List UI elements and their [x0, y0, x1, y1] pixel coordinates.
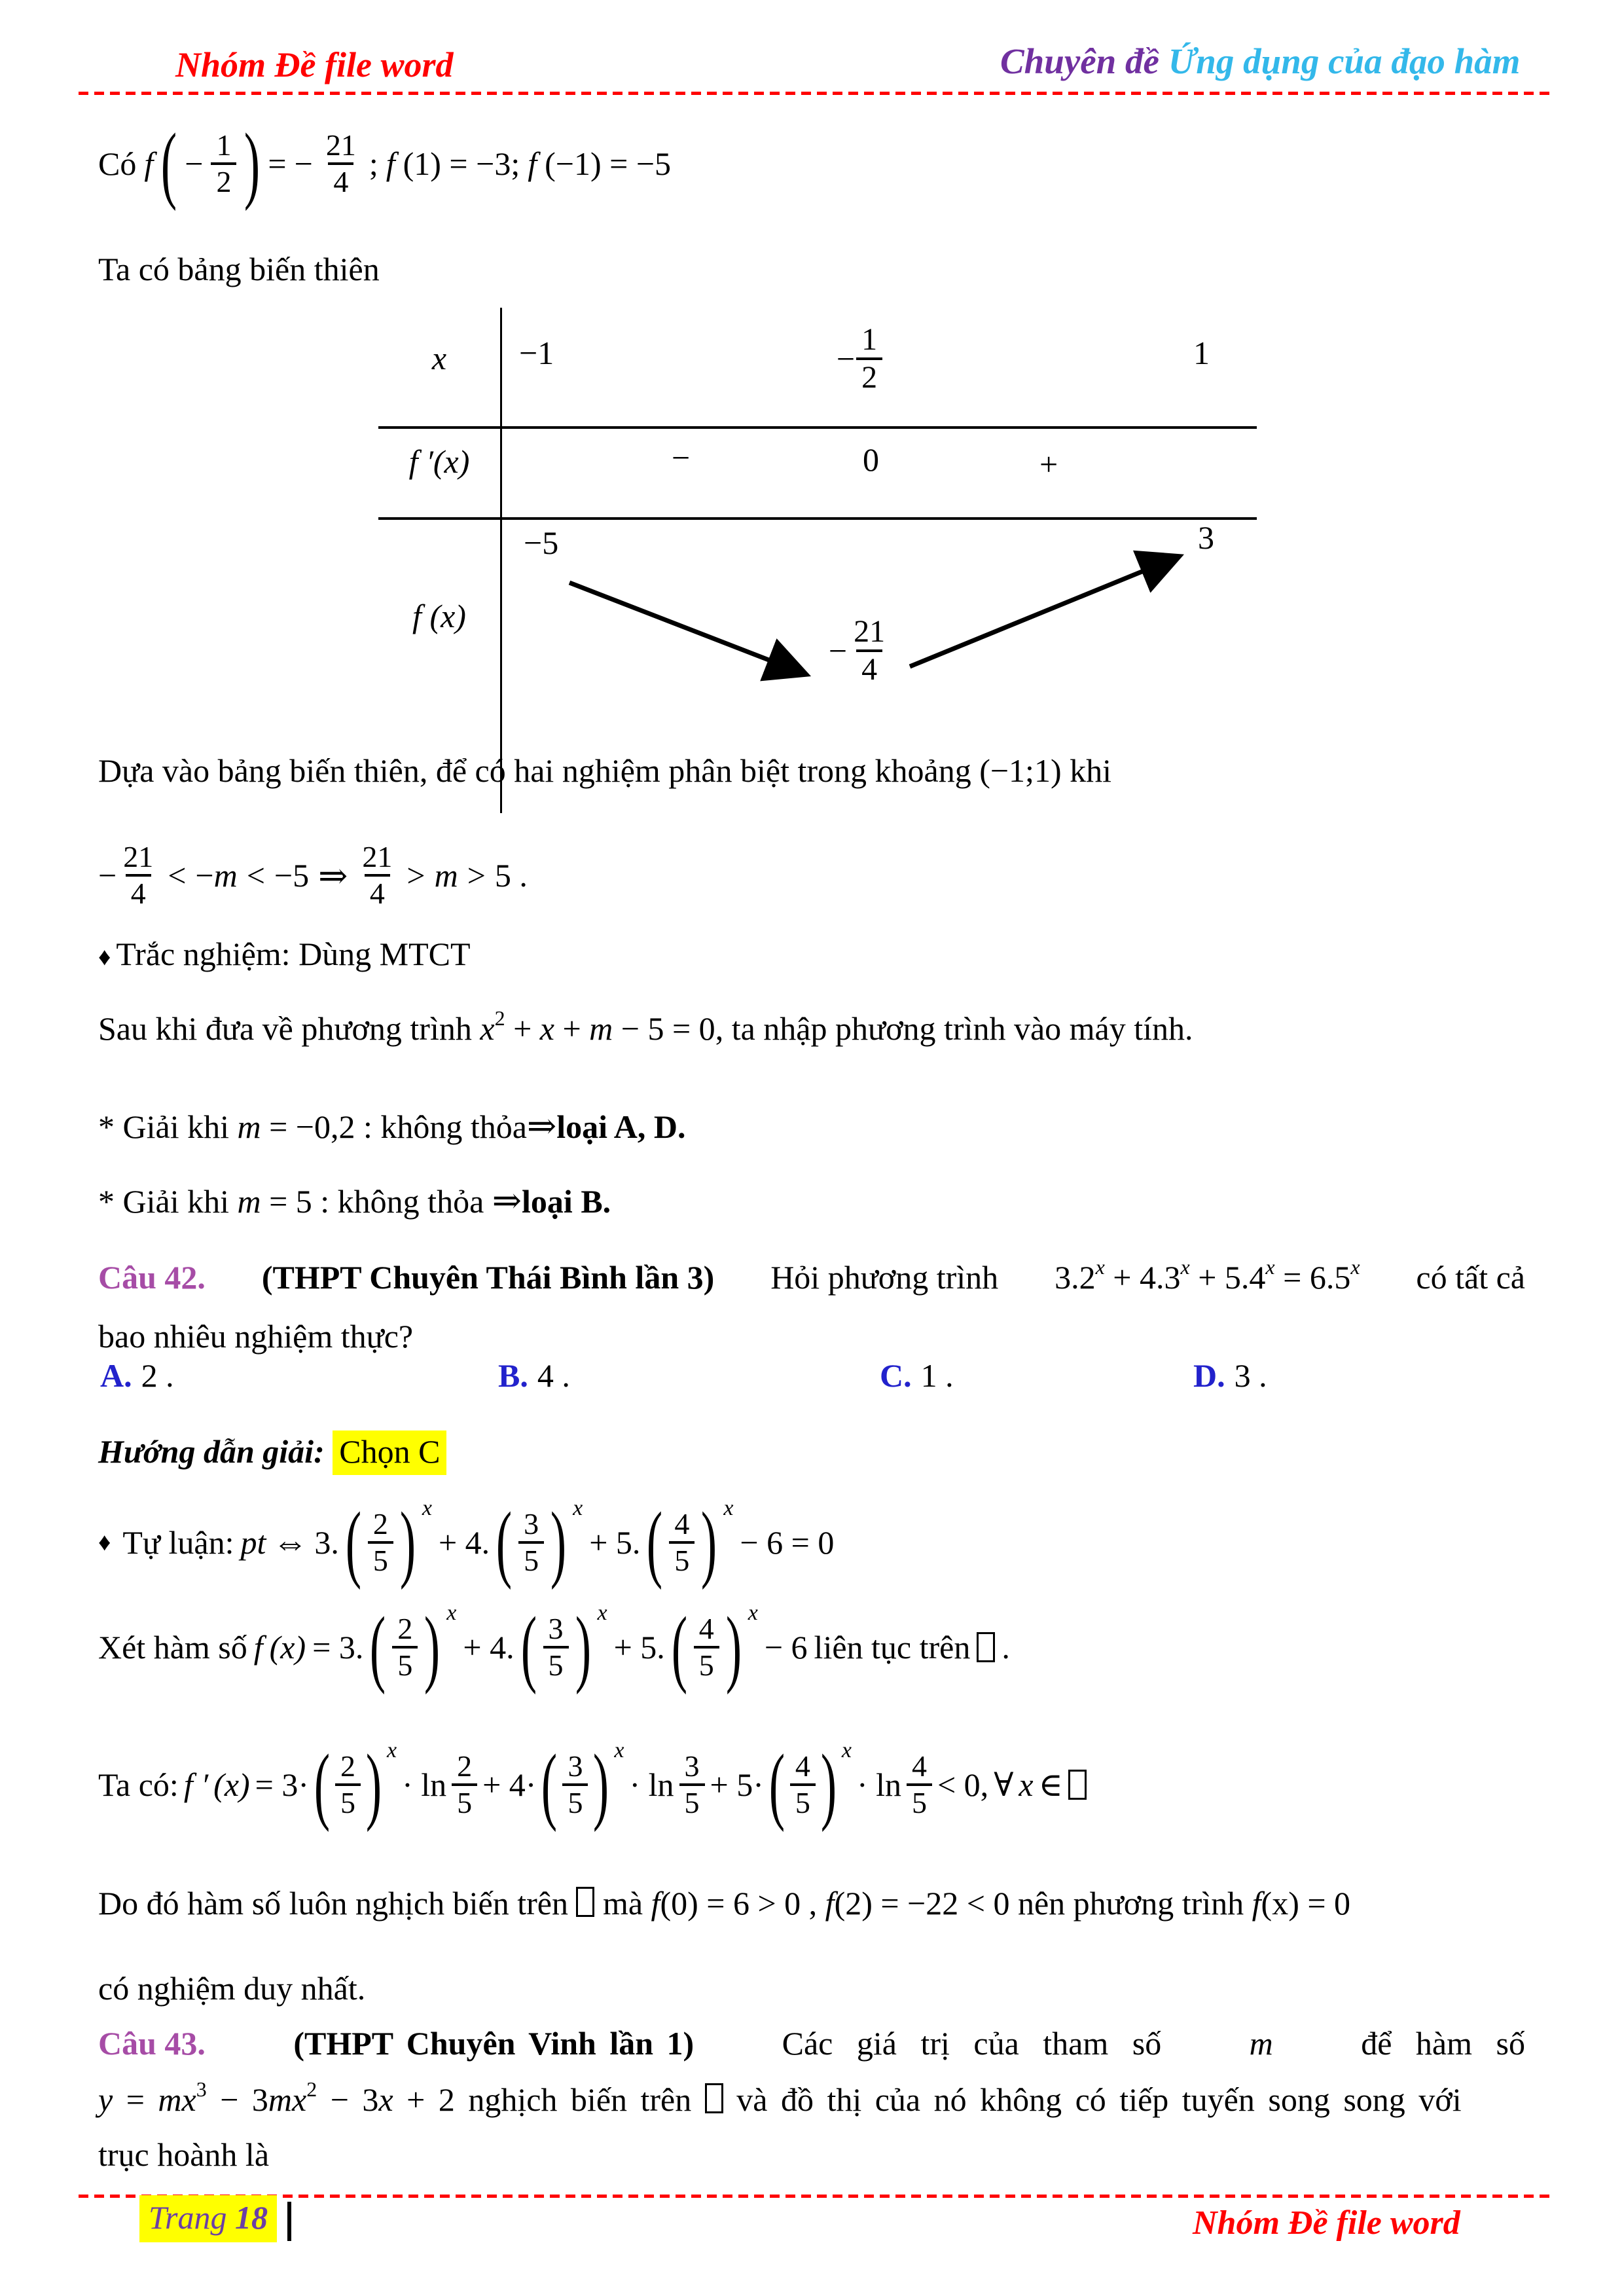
term: + 2 — [393, 2081, 469, 2118]
fraction-2-5 — [392, 1612, 418, 1682]
less-than: < — [168, 857, 187, 894]
question-source: (THPT Chuyên Vinh lần 1) — [293, 2025, 695, 2062]
f-value-left-top: −5 — [524, 524, 559, 561]
question-tail: có tất cả — [1416, 1259, 1525, 1296]
element-of-symbol: ∈ — [1038, 1766, 1063, 1803]
fraction-denominator: 5 — [518, 1541, 544, 1578]
ln-operator: · ln — [402, 1766, 447, 1803]
text: và đồ thị của nó không có tiếp tuyến song song với — [723, 2081, 1462, 2118]
fraction-4-5 — [669, 1507, 695, 1577]
equals-sign: = — [113, 2081, 158, 2118]
f-symbol: f — [651, 1885, 660, 1922]
x-variable: x — [480, 1010, 495, 1047]
header-topic-name: Ứng dụng của đạo hàm — [1168, 41, 1521, 81]
exponent-x: x — [1095, 1255, 1105, 1279]
text: Trắc nghiệm: Dùng MTCT — [116, 936, 471, 972]
do-do-line2: có nghiệm duy nhất. — [98, 1970, 366, 2007]
inequality-line — [98, 826, 528, 924]
equation-tail: − 6 — [764, 1628, 808, 1666]
header-divider-line — [79, 92, 1550, 95]
text: nên phương trình — [1009, 1885, 1252, 1922]
fprime-zero: 0 — [863, 441, 879, 478]
x-variable: x — [539, 1010, 554, 1047]
open-paren: ( — [647, 1493, 663, 1590]
minus-sign: − — [195, 857, 214, 894]
open-paren: ( — [314, 1736, 331, 1832]
option-B — [498, 1357, 570, 1394]
loai-bold: loại B. — [522, 1183, 611, 1220]
close-paren: ) — [820, 1736, 837, 1832]
option-value: 3 . — [1234, 1357, 1267, 1394]
value: (x) = 0 — [1261, 1885, 1351, 1922]
xet-ham-so-line — [98, 1596, 1010, 1698]
exponent-x: x — [597, 1600, 607, 1625]
option-letter: D. — [1193, 1357, 1225, 1394]
text: , ta nhập phương trình vào máy tính. — [715, 1010, 1193, 1047]
fraction-denominator: 4 — [365, 874, 390, 911]
term: 4.3 — [1140, 1259, 1181, 1296]
f-symbol: f — [386, 145, 395, 182]
question-lead: Hỏi phương trình — [770, 1259, 999, 1296]
intro-formula — [98, 115, 671, 213]
pt-symbol: pt — [240, 1523, 266, 1561]
exponent-x: x — [386, 1738, 397, 1762]
f-symbol: f — [144, 145, 154, 182]
term: − 3 — [317, 2081, 379, 2118]
ln-operator: · ln — [856, 1766, 901, 1803]
fraction-numerator: 3 — [548, 1611, 564, 1645]
exponent-x: x — [748, 1600, 758, 1625]
arrow-increasing — [910, 558, 1176, 666]
x-value-left: −1 — [519, 335, 554, 371]
open-paren: ( — [345, 1493, 361, 1590]
text: liên tục trên — [814, 1628, 971, 1666]
fraction-denominator: 5 — [392, 1646, 418, 1683]
question-43-line1 — [98, 2024, 1525, 2062]
fraction-denominator: 5 — [335, 1783, 361, 1820]
coefficient: + 4. — [463, 1628, 514, 1666]
y-variable: y — [98, 2081, 113, 2118]
equals-sign: = — [268, 145, 287, 182]
open-paren: ( — [520, 1598, 537, 1695]
giai-line-1 — [98, 1105, 685, 1146]
exponent-2: 2 — [306, 2077, 317, 2101]
m-variable: m — [589, 1010, 613, 1047]
coefficient: + 5· — [710, 1766, 764, 1803]
option-value: 4 . — [537, 1357, 570, 1394]
greater-than: > — [406, 857, 425, 894]
giai-line-2 — [98, 1180, 611, 1221]
term: − 3 — [206, 2081, 268, 2118]
header-left-brand: Nhóm Đề file word — [175, 45, 454, 84]
exponent-2: 2 — [494, 1006, 505, 1030]
option-A — [100, 1357, 174, 1394]
equals-sign: = — [1283, 1259, 1302, 1296]
implies-arrow: ⇒ — [318, 856, 348, 896]
f-symbol: f — [1252, 1885, 1261, 1922]
term: 3.2 — [1055, 1259, 1096, 1296]
text: khi — [1061, 752, 1111, 789]
option-D — [1193, 1357, 1267, 1394]
m-variable: m — [237, 1108, 261, 1145]
arrow-decreasing — [569, 583, 803, 673]
solution-guide-line — [98, 1432, 446, 1470]
text: Dựa vào bảng biến thiên, để có hai nghiệm phân biệt trong khoảng — [98, 752, 980, 789]
negative-m — [195, 856, 237, 894]
close-paren: ) — [550, 1493, 567, 1590]
x-variable: x — [378, 2081, 393, 2118]
minus-sign: − — [836, 340, 856, 377]
fraction-denominator: 4 — [126, 874, 151, 911]
bbt-caption: Ta có bảng biến thiên — [98, 251, 380, 287]
fraction-numerator: 2 — [340, 1749, 355, 1783]
missing-glyph-box — [1068, 1770, 1087, 1800]
fprime-sign-plus: + — [1039, 446, 1058, 483]
fraction-numerator: 2 — [372, 1506, 388, 1540]
exponent-x: x — [1350, 1255, 1360, 1279]
equation-tail: − 6 = 0 — [740, 1523, 835, 1561]
fraction-numerator: 2 — [457, 1749, 473, 1783]
row-label-fprime: f ′(x) — [408, 443, 470, 480]
plus: + — [1198, 1259, 1217, 1296]
sau-khi-line — [98, 1006, 1193, 1048]
fraction-3-5 — [562, 1749, 588, 1819]
fraction-denominator: 5 — [562, 1783, 588, 1820]
fraction-denominator: 5 — [679, 1783, 705, 1820]
exponent-x: x — [841, 1738, 852, 1762]
semicolon: ; — [369, 145, 378, 182]
close-paren: ) — [244, 115, 261, 211]
footer-page-indicator — [139, 2198, 291, 2241]
minus-sign: − — [294, 145, 313, 182]
exponent-x: x — [614, 1738, 624, 1762]
fraction-denominator: 4 — [856, 649, 882, 687]
fraction-denominator: 5 — [907, 1783, 932, 1820]
ln-fraction-2-5 — [452, 1749, 477, 1819]
option-letter: A. — [100, 1357, 132, 1394]
open-paren: ( — [671, 1598, 687, 1695]
fraction-numerator: 2 — [397, 1611, 413, 1645]
fraction-numerator: 21 — [123, 840, 154, 874]
fraction-21-4 — [118, 840, 158, 910]
diamond-bullet-icon: ♦ — [98, 1528, 111, 1556]
missing-glyph-box — [977, 1632, 995, 1662]
question-source: (THPT Chuyên Thái Bình lần 3) — [261, 1259, 715, 1296]
open-paren: ( — [768, 1736, 785, 1832]
footer-separator-bar — [287, 2202, 291, 2241]
intro-lead: Có — [98, 145, 137, 182]
text: nghịch biến trên — [468, 2081, 705, 2118]
fraction-numerator: 21 — [362, 840, 393, 874]
open-paren: ( — [370, 1598, 386, 1695]
exponent-x: x — [723, 1495, 734, 1520]
value-5: 5 . — [494, 857, 528, 894]
fraction-denominator: 5 — [694, 1646, 719, 1683]
exponent-3: 3 — [196, 2077, 207, 2101]
fraction-2-5 — [335, 1749, 361, 1819]
coefficient: + 4. — [438, 1523, 490, 1561]
intro-value-1: (1) = −3; — [403, 145, 520, 182]
fraction-numerator: 4 — [698, 1611, 714, 1645]
fraction-denominator: 5 — [368, 1541, 393, 1578]
f-value-right-top: 3 — [1198, 519, 1214, 556]
footer-right-brand: Nhóm Đề file word — [1193, 2204, 1460, 2242]
coefficient: + 5. — [613, 1628, 665, 1666]
question-number: Câu 42. — [98, 1259, 206, 1296]
m-variable: m — [213, 857, 238, 894]
f-prime-symbol: f ′ — [183, 1766, 209, 1803]
fraction-numerator: 21 — [854, 614, 886, 649]
fraction-21-4 — [321, 128, 361, 198]
option-C — [880, 1357, 954, 1394]
open-paren: ( — [541, 1736, 558, 1832]
close-paren: ) — [593, 1736, 609, 1832]
iff-arrow: ⇔ — [272, 1522, 308, 1562]
ln-fraction-3-5 — [679, 1749, 705, 1819]
open-paren: ( — [496, 1493, 513, 1590]
question-43-line2 — [98, 2077, 1462, 2119]
plus: + — [554, 1010, 590, 1047]
f-argument: (x) — [213, 1766, 250, 1803]
open-paren: ( — [161, 115, 177, 211]
fraction-denominator: 4 — [328, 162, 353, 199]
value: (0) = 6 > 0 , — [660, 1885, 825, 1922]
exponent-x: x — [573, 1495, 583, 1520]
header-right-title — [1000, 41, 1520, 82]
tu-luan-formula — [98, 1491, 834, 1593]
question-number: Câu 43. — [98, 2025, 206, 2062]
option-letter: C. — [880, 1357, 912, 1394]
close-paren: ) — [424, 1598, 441, 1695]
coefficient: 3. — [314, 1523, 339, 1561]
fraction-denominator: 5 — [452, 1783, 477, 1820]
fraction-1-2 — [211, 128, 236, 198]
text: = 5 : không thỏa — [261, 1183, 492, 1220]
fraction-numerator: 4 — [795, 1749, 810, 1783]
fraction-denominator: 5 — [790, 1783, 816, 1820]
footer-divider-line — [79, 2195, 1550, 2198]
inequality-tail: < 0, — [937, 1766, 989, 1803]
fraction-denominator: 2 — [856, 357, 882, 395]
close-paren: ) — [701, 1493, 717, 1590]
answer-choice-highlight: Chọn C — [333, 1430, 446, 1475]
m-variable: m — [1249, 2025, 1273, 2062]
f-argument: (x) — [269, 1628, 306, 1666]
question-42-line2: bao nhiêu nghiệm thực? — [98, 1318, 414, 1355]
bbt-arrows — [378, 308, 1257, 813]
trac-nghiem-line — [98, 935, 471, 973]
fprime-sign-minus: − — [672, 439, 691, 476]
fraction-numerator: 1 — [861, 322, 878, 357]
page-number-highlight — [139, 2195, 277, 2242]
diamond-bullet-icon: ♦ — [98, 943, 111, 971]
paragraph-dua-vao — [98, 752, 1111, 790]
intro-value-2: (−1) = −5 — [545, 145, 672, 182]
fraction-numerator: 4 — [674, 1506, 690, 1540]
text: Ta có: — [98, 1766, 179, 1803]
value-minus-5: −5 — [274, 857, 310, 894]
close-paren: ) — [399, 1493, 416, 1590]
fraction-numerator: 21 — [325, 128, 356, 162]
guide-label: Hướng dẫn giải: — [98, 1433, 325, 1470]
missing-glyph-box — [705, 2083, 723, 2113]
page-label: Trang — [149, 2199, 236, 2236]
close-paren: ) — [725, 1598, 742, 1695]
text: * Giải khi — [98, 1183, 238, 1220]
exponent-x: x — [1265, 1255, 1275, 1279]
fraction-3-5 — [518, 1507, 544, 1577]
minus-sign: − — [185, 145, 204, 182]
fraction-numerator: 3 — [524, 1506, 539, 1540]
option-value: 1 . — [920, 1357, 954, 1394]
question-lead-2: để hàm số — [1361, 2025, 1525, 2062]
x-variable: x — [1019, 1766, 1034, 1803]
implies-arrow: ⇒ — [526, 1106, 557, 1146]
fraction-numerator: 3 — [568, 1749, 583, 1783]
mx-term: mx — [158, 2081, 196, 2118]
question-43-line3: trục hoành là — [98, 2136, 270, 2173]
minus-sign: − — [828, 632, 848, 669]
question-42-line1 — [98, 1255, 1525, 1296]
interval: (−1;1) — [979, 752, 1062, 789]
missing-glyph-box — [576, 1887, 594, 1917]
fraction-2-5 — [368, 1507, 393, 1577]
fraction-4-5 — [790, 1749, 816, 1819]
fraction-numerator: 1 — [216, 128, 232, 162]
f-symbol: f — [253, 1628, 263, 1666]
ln-operator: · ln — [629, 1766, 674, 1803]
f-symbol: f — [825, 1885, 835, 1922]
equals-coefficient: = 3. — [312, 1628, 364, 1666]
text: Xét hàm số — [98, 1628, 247, 1666]
negative-fraction — [98, 840, 158, 910]
fraction-denominator: 5 — [543, 1646, 569, 1683]
header-topic-label: Chuyên đề — [1000, 41, 1168, 81]
page-number: 18 — [235, 2199, 268, 2236]
m-variable: m — [237, 1183, 261, 1220]
f-symbol: f — [528, 145, 537, 182]
close-paren: ) — [575, 1598, 591, 1695]
forall-symbol: ∀ — [994, 1766, 1014, 1803]
close-paren: ) — [365, 1736, 382, 1832]
coefficient: + 4· — [482, 1766, 537, 1803]
fraction-21-4 — [357, 840, 397, 910]
do-do-line — [98, 1884, 1350, 1922]
term: 6.5 — [1309, 1259, 1351, 1296]
ln-fraction-4-5 — [907, 1749, 932, 1819]
fraction-denominator: 5 — [669, 1541, 695, 1578]
loai-bold: loại A, D. — [556, 1108, 686, 1145]
row-label-f: f (x) — [412, 598, 466, 634]
exponential-equation — [1055, 1255, 1360, 1296]
exponent-x: x — [446, 1600, 457, 1625]
option-letter: B. — [498, 1357, 528, 1394]
less-than: < — [246, 857, 265, 894]
text: Do đó hàm số luôn nghịch biến trên — [98, 1885, 577, 1922]
x-value-right: 1 — [1193, 335, 1210, 371]
m-variable: m — [434, 857, 458, 894]
variation-table — [378, 308, 1257, 813]
tu-luan-label: Tự luận: — [122, 1523, 234, 1561]
equation-tail: − 5 = 0 — [613, 1010, 715, 1047]
fraction-numerator: 4 — [911, 1749, 927, 1783]
exponent-x: x — [422, 1495, 432, 1520]
period: . — [1001, 1628, 1010, 1666]
text: = −0,2 : không thỏa — [261, 1108, 527, 1145]
fraction-numerator: 3 — [684, 1749, 700, 1783]
greater-than: > — [467, 857, 486, 894]
row-label-x: x — [431, 340, 447, 376]
minus-sign: − — [98, 857, 117, 894]
exponent-x: x — [1180, 1255, 1190, 1279]
plus: + — [1113, 1259, 1132, 1296]
option-value: 2 . — [141, 1357, 174, 1394]
fraction-4-5 — [694, 1612, 719, 1682]
value: (2) = −22 < 0 — [834, 1885, 1010, 1922]
plus: + — [505, 1010, 540, 1047]
coefficient: + 5. — [589, 1523, 641, 1561]
term: 5.4 — [1224, 1259, 1266, 1296]
equals-coefficient: = 3· — [255, 1766, 310, 1803]
text: Sau khi đưa về phương trình — [98, 1010, 480, 1047]
question-lead: Các giá trị của tham số — [782, 2025, 1162, 2062]
fraction-denominator: 2 — [211, 162, 236, 199]
fraction-3-5 — [543, 1612, 569, 1682]
implies-arrow: ⇒ — [492, 1181, 522, 1220]
text: mà — [594, 1885, 651, 1922]
mx-term: mx — [268, 2081, 307, 2118]
text: * Giải khi — [98, 1108, 238, 1145]
ta-co-derivative-line — [98, 1734, 1087, 1835]
